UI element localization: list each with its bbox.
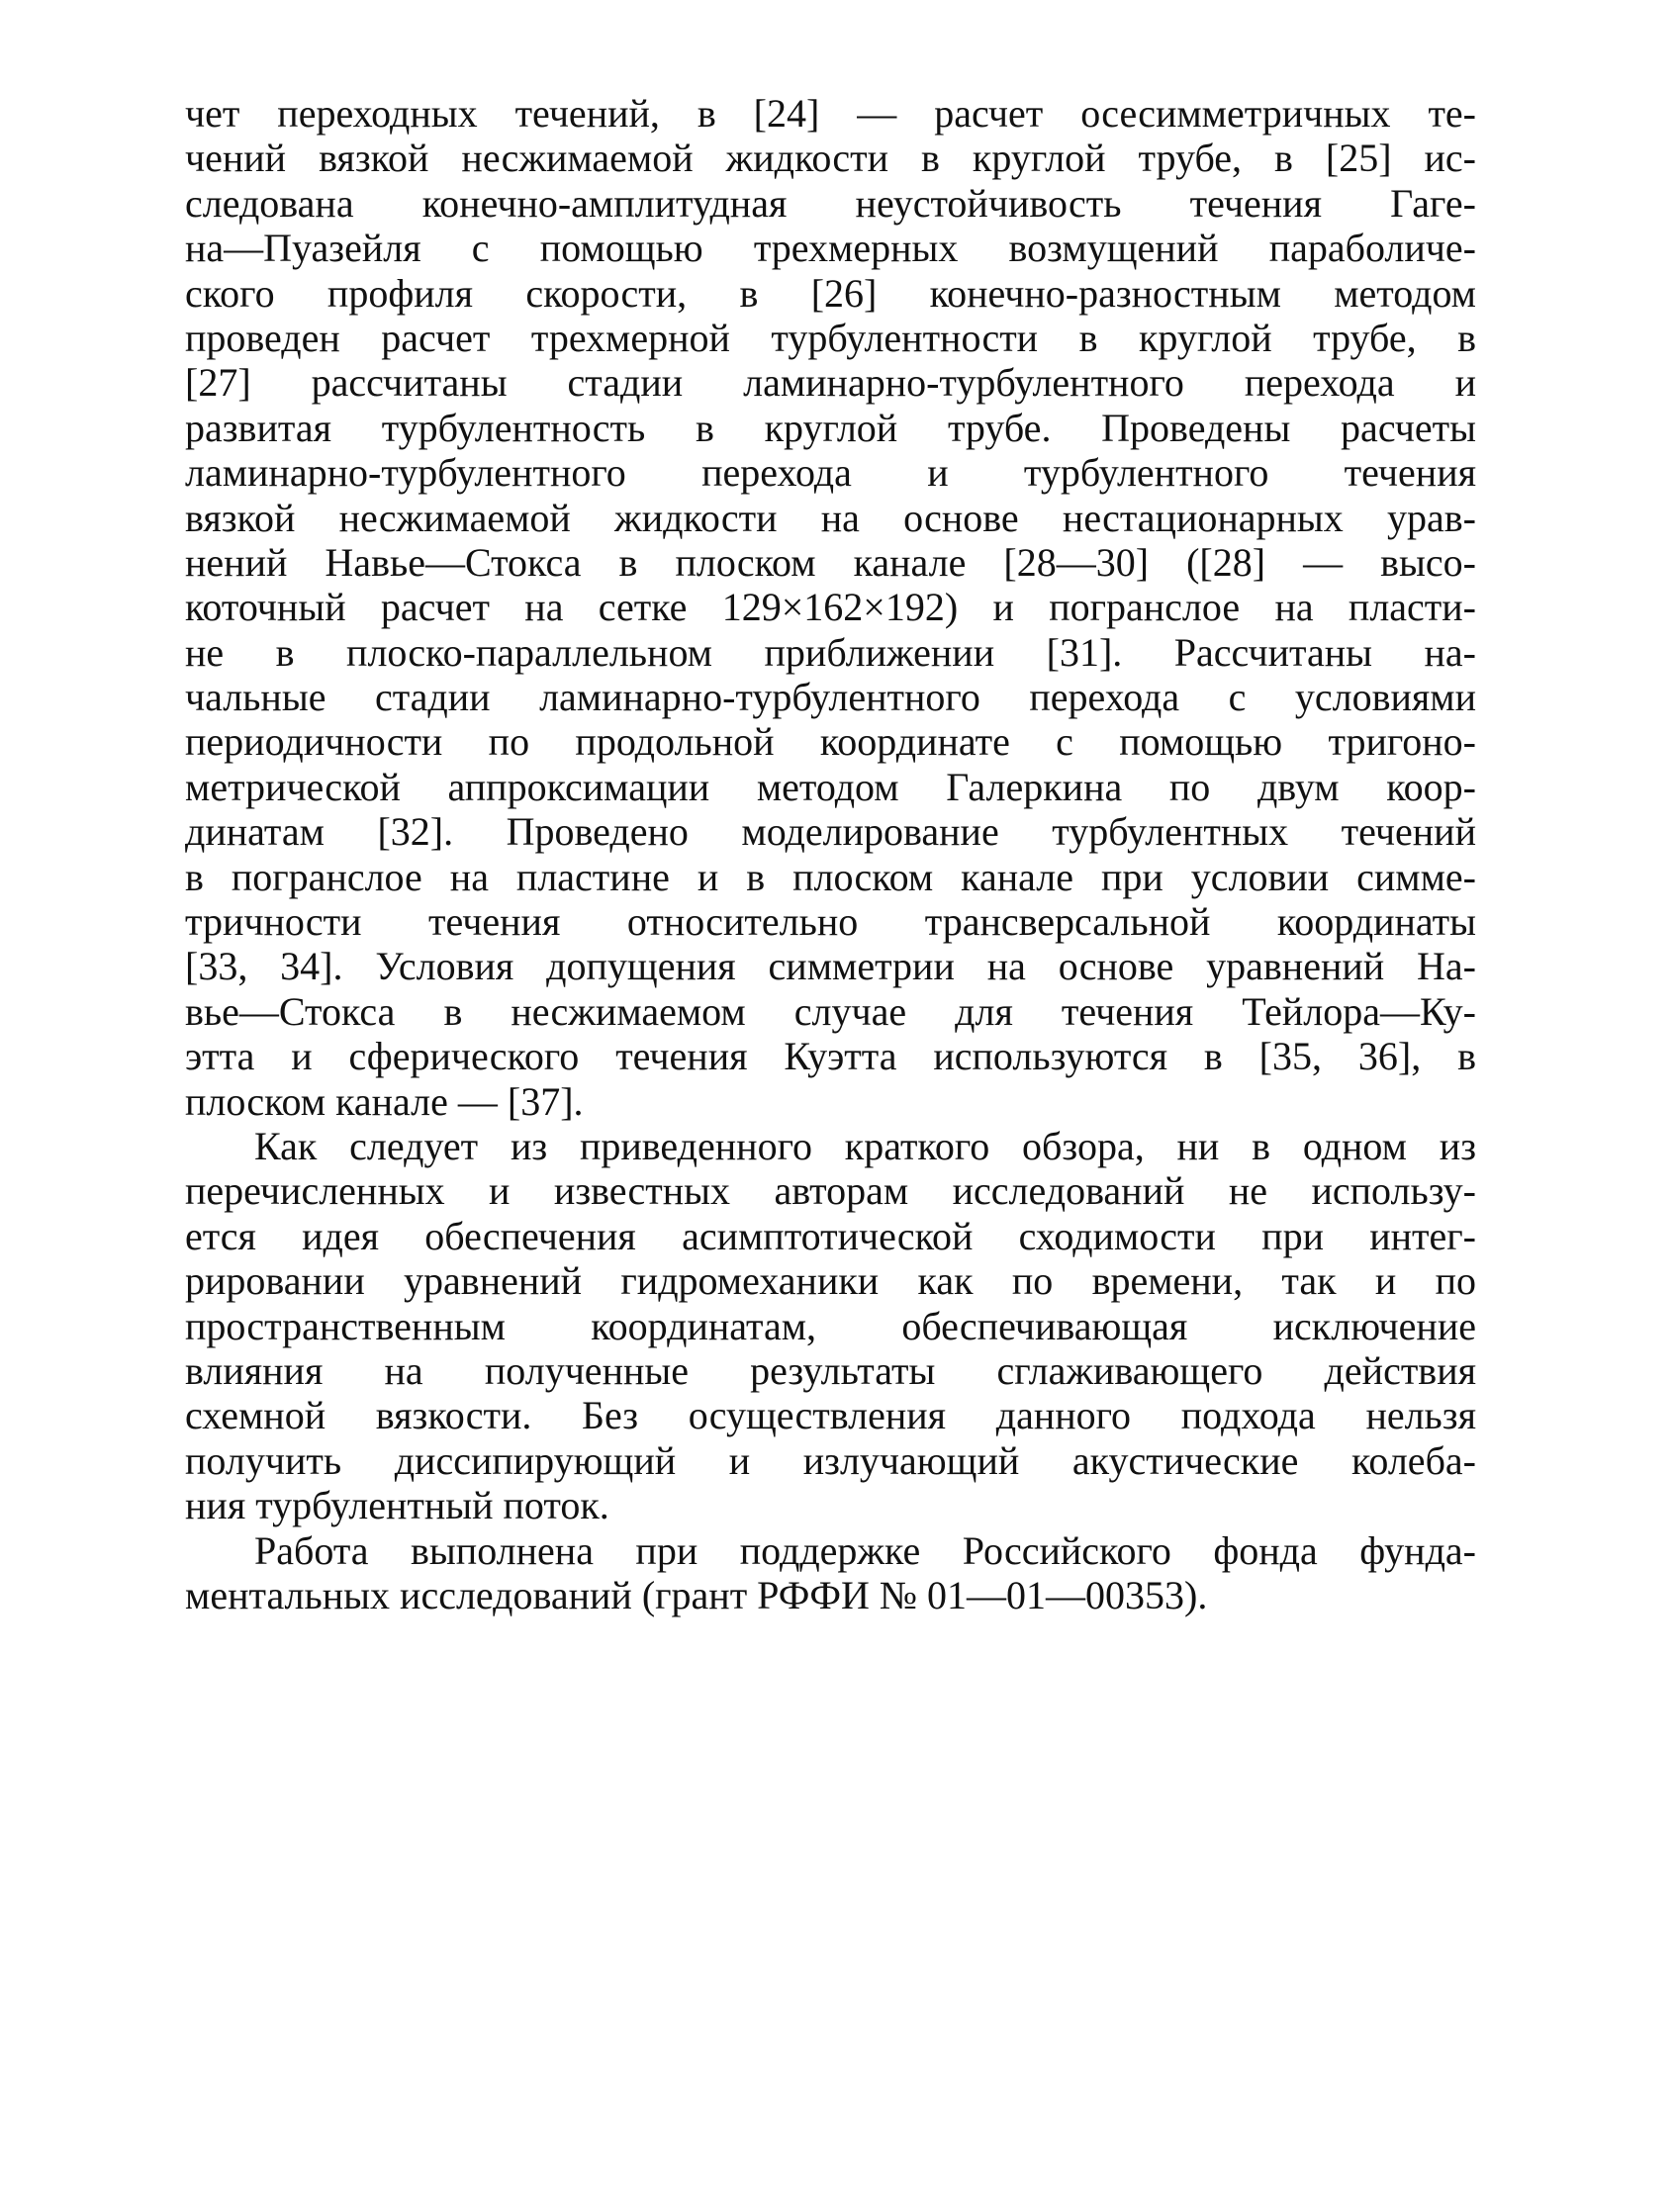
text-line: не в плоско-параллельном приближении [31]. Рассчитаны на-	[185, 629, 1476, 675]
text-line: Как следует из приведенного краткого обзора, ни в одном из	[254, 1123, 1476, 1168]
text-line: чений вязкой несжимаемой жидкости в круглой трубе, в [25] ис-	[185, 136, 1476, 181]
text-line: динатам [32]. Проведено моделирование турбулентных течений	[185, 809, 1476, 855]
paragraph-review-conclusion	[185, 1124, 1476, 1528]
text-line: вье—Стокса в несжимаемом случае для течения Тейлора—Ку-	[185, 988, 1476, 1034]
text-line: получить диссипирующий и излучающий акустические колеба-	[185, 1437, 1476, 1483]
text-line: ется идея обеспечения асимптотической сходимости при интег-	[185, 1213, 1476, 1258]
text-line: пространственным координатам, обеспечивающая исключение	[185, 1303, 1476, 1348]
text-line: этта и сферического течения Куэтта используются в [35, 36], в	[185, 1034, 1476, 1079]
body-text	[185, 91, 1476, 1617]
text-line: проведен расчет трехмерной турбулентности в круглой трубе, в	[185, 315, 1476, 360]
text-line: рировании уравнений гидромеханики как по времени, так и по	[185, 1258, 1476, 1304]
text-line: на—Пуазейля с помощью трехмерных возмущений параболиче-	[185, 226, 1476, 271]
text-line: нений Навье—Стокса в плоском канале [28—30] ([28] — высо-	[185, 539, 1476, 585]
text-line: метрической аппроксимации методом Галеркина по двум коор-	[185, 764, 1476, 809]
text-line: перечисленных и известных авторам исследований не использу-	[185, 1168, 1476, 1214]
text-line: чальные стадии ламинарно-турбулентного перехода с условиями	[185, 675, 1476, 720]
text-line: [27] рассчитаны стадии ламинарно-турбулентного перехода и	[185, 360, 1476, 406]
text-line: ния турбулентный поток.	[185, 1483, 609, 1528]
text-line: [33, 34]. Условия допущения симметрии на основе уравнений На-	[185, 944, 1476, 989]
text-line: схемной вязкости. Без осуществления данного подхода нельзя	[185, 1393, 1476, 1438]
text-line: следована конечно-амплитудная неустойчивость течения Гаге-	[185, 180, 1476, 226]
paragraph-literature-review	[185, 91, 1476, 1124]
text-line: влияния на полученные результаты сглаживающего действия	[185, 1347, 1476, 1393]
text-line: вязкой несжимаемой жидкости на основе нестационарных урав-	[185, 495, 1476, 540]
text-line: плоском канале — [37].	[185, 1078, 584, 1124]
text-line: развитая турбулентность в круглой трубе. Проведены расчеты	[185, 405, 1476, 450]
text-line: ского профиля скорости, в [26] конечно-разностным методом	[185, 270, 1476, 316]
text-line: ламинарно-турбулентного перехода и турбулентного течения	[185, 450, 1476, 496]
text-line: периодичности по продольной координате с помощью тригоно-	[185, 719, 1476, 765]
text-line: в погранслое на пластине и в плоском канале при условии симме-	[185, 854, 1476, 899]
text-line: ментальных исследований (грант РФФИ № 01—01—00353).	[185, 1572, 1208, 1617]
text-line: коточный расчет на сетке 129×162×192) и погранслое на пласти-	[185, 585, 1476, 630]
paragraph-acknowledgement	[185, 1528, 1476, 1618]
text-line: Работа выполнена при поддержке Российского фонда фунда-	[254, 1527, 1476, 1573]
text-line: чет переходных течений, в [24] — расчет осесимметричных те-	[185, 91, 1476, 136]
text-line: тричности течения относительно трансверсальной координаты	[185, 899, 1476, 945]
